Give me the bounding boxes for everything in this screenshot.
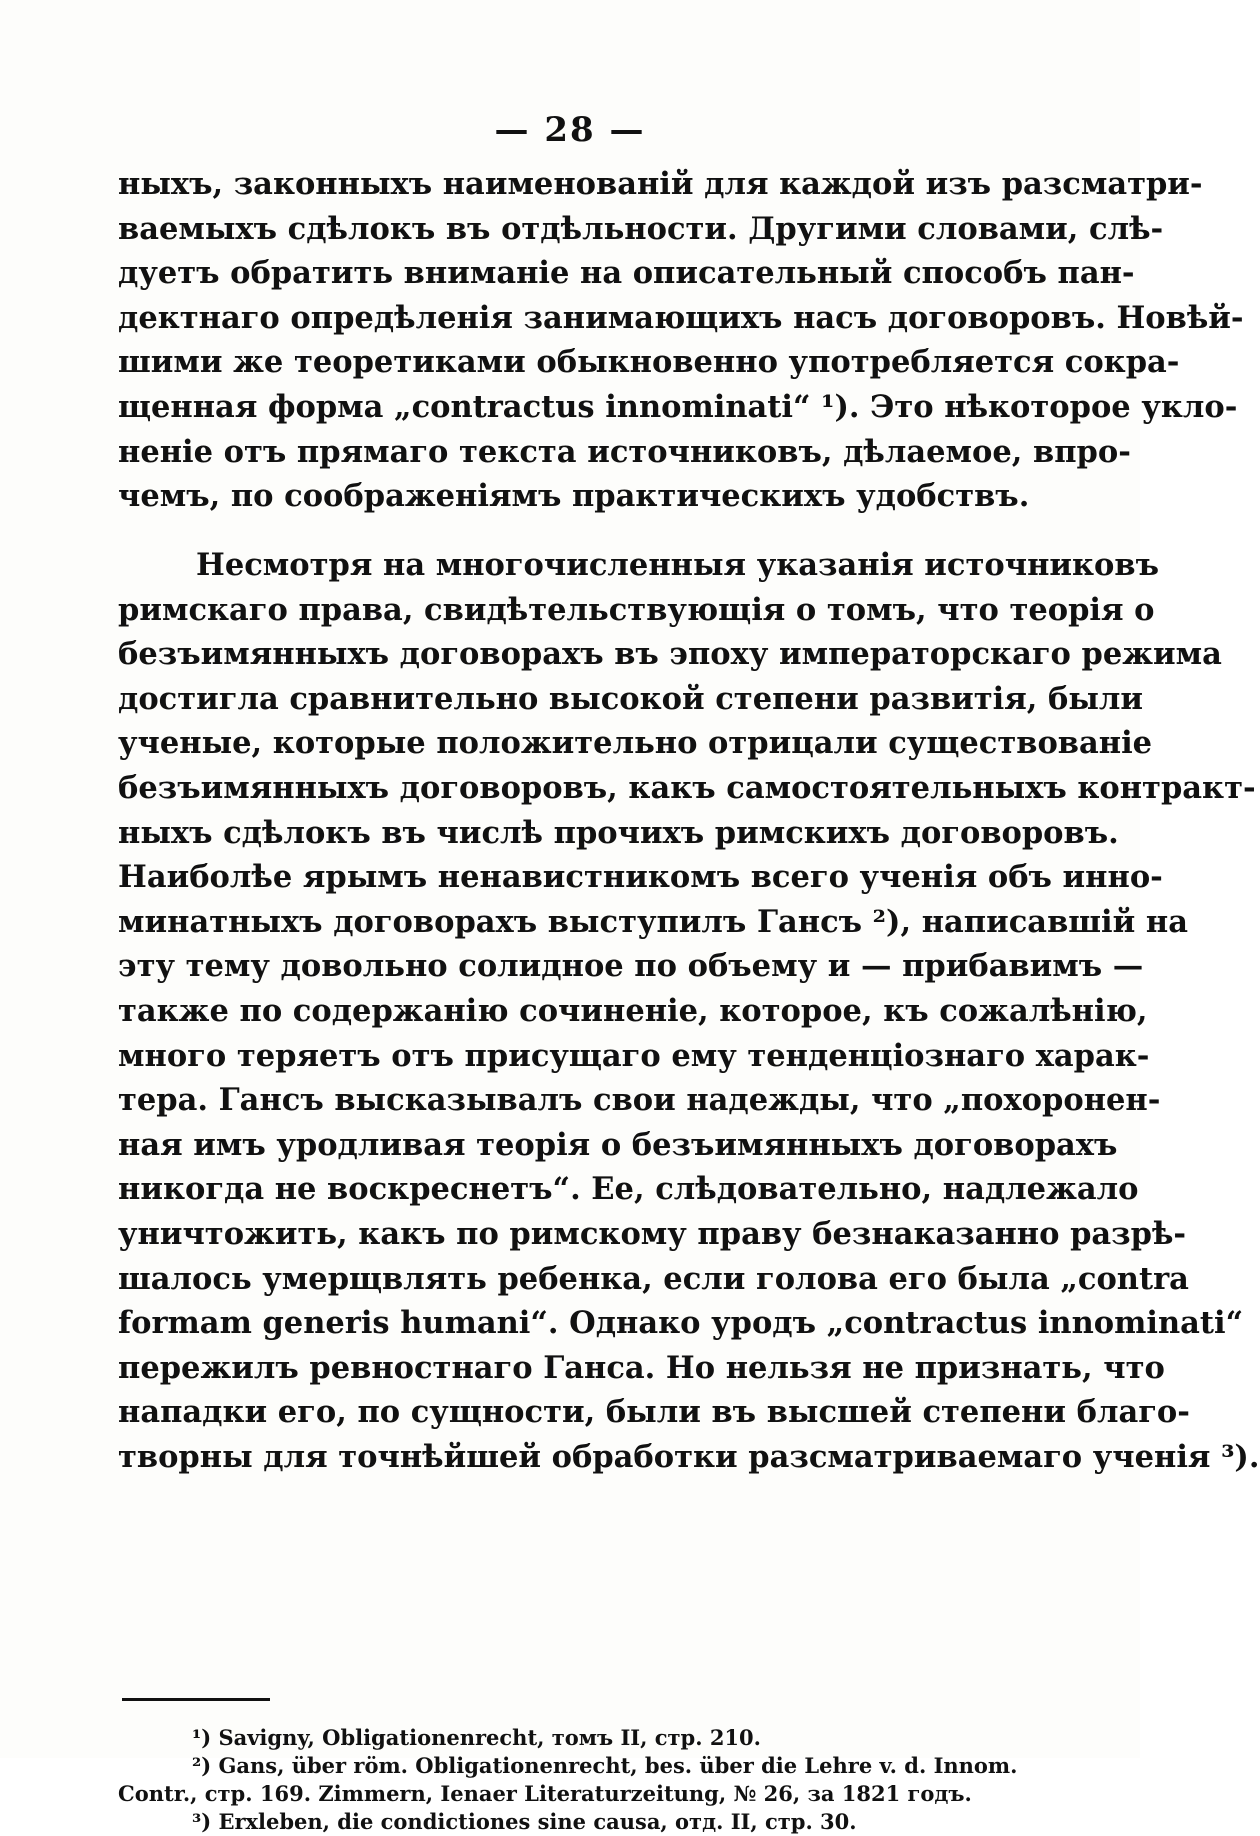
footnote-3: ³) Erxleben, die condictiones sine causa, отд. II, стр. 30. — [192, 1809, 857, 1834]
text-line: также по содержанію сочиненіе, которое, къ сожалѣнію, — [118, 992, 1148, 1029]
text-line: достигла сравнительно высокой степени развитія, были — [118, 680, 1144, 717]
footnote-separator — [122, 1698, 270, 1701]
footnote-2-continued: Contr., стр. 169. Zimmern, Ienaer Literaturzeitung, № 26, за 1821 годъ. — [118, 1781, 972, 1806]
text-line: дуетъ обратить вниманіе на описательный способъ пан- — [118, 255, 1135, 292]
footnote-2: ²) Gans, über röm. Obligationenrecht, bes. über die Lehre v. d. Innom. — [192, 1753, 1018, 1778]
text-line: ныхъ, законныхъ наименованій для каждой изъ разсматри- — [118, 166, 1203, 202]
text-line: тера. Гансъ высказывалъ свои надежды, что „похоронен- — [118, 1082, 1161, 1119]
text-line: минатныхъ договорахъ выступилъ Гансъ ²), написавшій на — [118, 903, 1188, 940]
text-line: никогда не воскреснетъ“. Ее, слѣдовательно, надлежало — [118, 1171, 1139, 1208]
text-line: уничтожить, какъ по римскому праву безнаказанно разрѣ- — [118, 1215, 1187, 1252]
text-line: шалось умерщвлять ребенка, если голова его была „contra — [118, 1260, 1189, 1297]
page-number: — 28 — — [494, 110, 646, 150]
text-line: formam generis humani“. Однако уродъ „contractus innominati“ — [118, 1305, 1244, 1342]
text-line: дектнаго опредѣленія занимающихъ насъ договоровъ. Новѣй- — [118, 299, 1244, 336]
footnotes — [118, 1724, 1018, 1836]
text-line: неніе отъ прямаго текста источниковъ, дѣлаемое, впро- — [118, 433, 1131, 470]
text-line: безъимянныхъ договорахъ въ эпоху императорскаго режима — [118, 636, 1222, 673]
text-line: шими же теоретиками обыкновенно употребляется сокра- — [118, 344, 1180, 381]
text-line: щенная форма „contractus innominati“ ¹). Это нѣкоторое укло- — [118, 388, 1238, 425]
text-line: ученые, которые положительно отрицали существованіе — [118, 725, 1153, 762]
text-line: чемъ, по соображеніямъ практическихъ удобствъ. — [118, 478, 1030, 515]
text-line: Несмотря на многочисленныя указанія источниковъ — [196, 547, 1159, 583]
footnote-1: ¹) Savigny, Obligationenrecht, томъ II, стр. 210. — [192, 1725, 761, 1750]
text-line: безъимянныхъ договоровъ, какъ самостоятельныхъ контракт- — [118, 769, 1256, 806]
text-line: творны для точнѣйшей обработки разсматриваемаго ученія ³). — [118, 1438, 1260, 1475]
text-line: много теряетъ отъ присущаго ему тенденціознаго харак- — [118, 1037, 1150, 1074]
text-line: нападки его, по сущности, были въ высшей степени благо- — [118, 1394, 1190, 1431]
paragraph-2 — [118, 543, 1260, 1479]
text-line: пережилъ ревностнаго Ганса. Но нельзя не признать, что — [118, 1349, 1165, 1386]
text-line: ныхъ сдѣлокъ въ числѣ прочихъ римскихъ договоровъ. — [118, 814, 1119, 851]
text-line: ная имъ уродливая теорія о безъимянныхъ договорахъ — [118, 1126, 1118, 1163]
text-line: римскаго права, свидѣтельствующія о томъ, что теорія о — [118, 591, 1155, 628]
text-line: Наиболѣе ярымъ ненавистникомъ всего ученія объ инно- — [118, 859, 1163, 896]
text-line: ваемыхъ сдѣлокъ въ отдѣльности. Другими словами, слѣ- — [118, 210, 1164, 247]
text-line: эту тему довольно солидное по объему и — прибавимъ — — [118, 948, 1144, 985]
paragraph-1 — [118, 162, 1244, 519]
